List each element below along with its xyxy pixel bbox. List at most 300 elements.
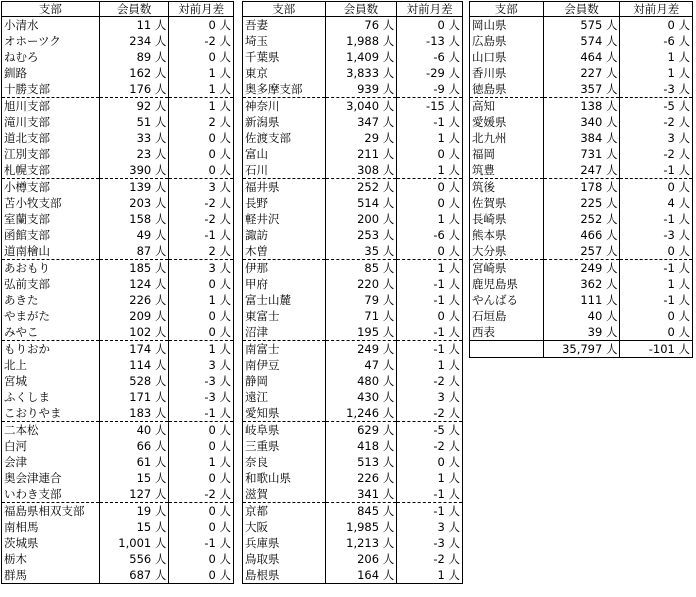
- member-count-value: 1,985: [346, 519, 380, 534]
- unit-label: 人: [382, 519, 395, 534]
- unit-label: 人: [154, 551, 167, 566]
- header-row: [470, 2, 693, 17]
- month-diff: [169, 454, 234, 470]
- month-diff: [397, 65, 463, 81]
- unit-label: 人: [219, 243, 231, 258]
- unit-label: 人: [382, 114, 395, 129]
- diff-value: 0: [208, 146, 216, 161]
- diff-value: 1: [437, 260, 445, 275]
- branch-name: 南富士: [243, 341, 326, 358]
- member-count: [543, 324, 620, 341]
- table-row: [470, 17, 693, 34]
- member-count-value: 341: [357, 486, 380, 501]
- unit-label: 人: [605, 81, 618, 96]
- member-count: [99, 486, 169, 503]
- unit-label: 人: [382, 146, 395, 161]
- diff-value: 0: [208, 470, 216, 485]
- unit-label: 人: [382, 276, 395, 291]
- diff-value: -2: [204, 211, 216, 226]
- branch-name: みやこ: [4, 324, 39, 339]
- table-row: [2, 389, 234, 405]
- unit-label: 人: [219, 292, 231, 307]
- member-count-value: 40: [587, 308, 603, 323]
- member-count-value: 19: [136, 503, 152, 518]
- month-diff: [620, 292, 693, 308]
- unit-label: 人: [605, 162, 618, 177]
- branch-name: 東京: [245, 65, 268, 80]
- month-diff: [397, 389, 463, 405]
- branch-name: こおりやま: [4, 405, 62, 420]
- month-diff: [620, 130, 693, 146]
- unit-label: 人: [605, 195, 618, 210]
- month-diff: [397, 227, 463, 243]
- member-count-value: 92: [136, 98, 152, 113]
- diff-value: 0: [208, 276, 216, 291]
- unit-label: 人: [678, 162, 690, 177]
- member-count: [325, 519, 397, 535]
- branch-name: 十勝支部: [4, 81, 50, 96]
- diff-value: 0: [208, 17, 216, 32]
- branch-name: 石川: [245, 162, 268, 177]
- unit-label: 人: [154, 422, 167, 437]
- member-count: [325, 81, 397, 98]
- month-diff: [397, 260, 463, 277]
- header-diff: 対前月差: [169, 2, 234, 17]
- unit-label: 人: [448, 454, 460, 469]
- month-diff: [620, 81, 693, 98]
- diff-value: 1: [208, 341, 216, 356]
- member-count-value: 174: [129, 341, 152, 356]
- unit-label: 人: [382, 470, 395, 485]
- month-diff: [620, 211, 693, 227]
- branch-name: 富士山麓: [245, 292, 291, 307]
- member-count: [325, 422, 397, 439]
- member-count: [325, 341, 397, 358]
- diff-value: 2: [208, 243, 216, 258]
- total-row: [470, 341, 693, 358]
- table-row: [2, 276, 234, 292]
- member-count-value: 79: [364, 292, 380, 307]
- unit-label: 人: [678, 260, 690, 275]
- unit-label: 人: [154, 357, 167, 372]
- member-count: [325, 535, 397, 551]
- member-count-value: 29: [364, 130, 380, 145]
- unit-label: 人: [382, 357, 395, 372]
- unit-label: 人: [382, 162, 395, 177]
- branch-name: 佐渡支部: [245, 130, 291, 145]
- diff-value: 0: [437, 308, 445, 323]
- diff-value: -2: [204, 195, 216, 210]
- branch-name: 木曽: [245, 243, 268, 258]
- branch-name: 徳島県: [472, 81, 507, 96]
- diff-value: 0: [208, 567, 216, 582]
- unit-label: 人: [382, 535, 395, 550]
- branch-name: 旭川支部: [2, 98, 100, 115]
- branch-name: 福岡: [472, 146, 495, 161]
- table-row: [243, 405, 463, 422]
- member-count-value: 15: [136, 470, 152, 485]
- unit-label: 人: [448, 503, 460, 518]
- diff-value: 3: [208, 357, 216, 372]
- diff-value: -3: [663, 81, 675, 96]
- unit-label: 人: [382, 503, 395, 518]
- member-count-value: 206: [357, 551, 380, 566]
- month-diff: [397, 17, 463, 34]
- month-diff: [169, 470, 234, 486]
- total-diff: [620, 341, 693, 358]
- unit-label: 人: [605, 49, 618, 64]
- month-diff: [397, 567, 463, 584]
- diff-value: 1: [437, 211, 445, 226]
- table-row: [243, 486, 463, 503]
- table-row: [470, 81, 693, 98]
- member-count: [325, 324, 397, 341]
- unit-label: 人: [382, 33, 395, 48]
- unit-label: 人: [154, 486, 167, 501]
- unit-label: 人: [678, 33, 690, 48]
- unit-label: 人: [448, 81, 460, 96]
- branch-name: あおもり: [2, 260, 100, 277]
- table-row: [2, 454, 234, 470]
- unit-label: 人: [154, 308, 167, 323]
- header-diff: 対前月差: [620, 2, 693, 17]
- member-count-value: 185: [129, 260, 152, 275]
- member-count: [99, 519, 169, 535]
- diff-value: -1: [433, 292, 445, 307]
- table-row: [243, 114, 463, 130]
- month-diff: [620, 308, 693, 324]
- header-branch: 支部: [470, 2, 544, 17]
- branch-name: 諏訪: [245, 227, 268, 242]
- diff-value: -3: [204, 389, 216, 404]
- branch-name: 道北支部: [4, 130, 50, 145]
- table-row: [2, 357, 234, 373]
- unit-label: 人: [448, 308, 460, 323]
- diff-value: 0: [667, 324, 675, 339]
- table-row: [470, 179, 693, 196]
- unit-label: 人: [382, 341, 395, 356]
- branch-name: 伊那: [243, 260, 326, 277]
- member-count-value: 939: [357, 81, 380, 96]
- branch-name: 奥多摩支部: [245, 81, 303, 96]
- month-diff: [169, 373, 234, 389]
- unit-label: 人: [219, 324, 231, 339]
- month-diff: [397, 470, 463, 486]
- unit-label: 人: [605, 211, 618, 226]
- table-row: [243, 454, 463, 470]
- member-count-value: 102: [129, 324, 152, 339]
- month-diff: [620, 324, 693, 341]
- unit-label: 人: [382, 81, 395, 96]
- unit-label: 人: [219, 486, 231, 501]
- diff-value: 0: [208, 130, 216, 145]
- table-row: [470, 33, 693, 49]
- diff-value: 3: [208, 179, 216, 194]
- member-count: [325, 308, 397, 324]
- branch-name: 江別支部: [4, 146, 50, 161]
- unit-label: 人: [678, 49, 690, 64]
- unit-label: 人: [154, 341, 167, 356]
- table-row: [243, 195, 463, 211]
- table-row: [2, 195, 234, 211]
- branch-name: 筑豊: [472, 162, 495, 177]
- member-count: [99, 146, 169, 162]
- member-count: [99, 130, 169, 146]
- unit-label: 人: [605, 33, 618, 48]
- unit-label: 人: [448, 357, 460, 372]
- member-count-value: 249: [580, 260, 603, 275]
- unit-label: 人: [219, 535, 231, 550]
- member-count-value: 33: [136, 130, 152, 145]
- unit-label: 人: [382, 179, 395, 194]
- branch-name: いわき支部: [4, 486, 62, 501]
- member-count-value: 203: [129, 195, 152, 210]
- diff-value: -5: [663, 98, 675, 113]
- member-count: [325, 373, 397, 389]
- unit-label: 人: [448, 17, 460, 32]
- diff-value: 0: [437, 195, 445, 210]
- header-row: [243, 2, 463, 17]
- diff-value: -1: [433, 324, 445, 339]
- month-diff: [397, 211, 463, 227]
- month-diff: [169, 389, 234, 405]
- table-row: [2, 81, 234, 98]
- table-row: [243, 357, 463, 373]
- unit-label: 人: [605, 324, 618, 339]
- unit-label: 人: [154, 211, 167, 226]
- table-row: [243, 243, 463, 260]
- table-row: [470, 49, 693, 65]
- month-diff: [397, 503, 463, 520]
- member-count-value: 139: [129, 179, 152, 194]
- member-count-value: 124: [129, 276, 152, 291]
- member-count: [99, 308, 169, 324]
- branch-name: 軽井沢: [245, 211, 280, 226]
- member-count-value: 1,001: [118, 535, 152, 550]
- diff-value: 1: [208, 65, 216, 80]
- table-row: [470, 276, 693, 292]
- unit-label: 人: [219, 405, 231, 420]
- branch-name: 千葉県: [245, 49, 280, 64]
- table-row: [470, 324, 693, 341]
- branch-name: 宮崎県: [470, 260, 544, 277]
- month-diff: [169, 551, 234, 567]
- unit-label: 人: [219, 503, 231, 518]
- unit-label: 人: [448, 324, 460, 339]
- diff-value: 0: [208, 438, 216, 453]
- unit-label: 人: [678, 98, 690, 113]
- unit-label: 人: [219, 81, 231, 96]
- month-diff: [169, 503, 234, 520]
- branch-name: 奈良: [245, 454, 268, 469]
- table-row: [243, 535, 463, 551]
- month-diff: [397, 519, 463, 535]
- diff-value: 1: [208, 98, 216, 113]
- branch-name: あきた: [4, 292, 39, 307]
- unit-label: 人: [678, 130, 690, 145]
- member-count: [99, 17, 169, 34]
- unit-label: 人: [382, 567, 395, 582]
- unit-label: 人: [219, 114, 231, 129]
- unit-label: 人: [448, 405, 460, 420]
- header-diff: 対前月差: [397, 2, 463, 17]
- month-diff: [397, 308, 463, 324]
- month-diff: [397, 422, 463, 439]
- month-diff: [620, 243, 693, 260]
- month-diff: [397, 357, 463, 373]
- branch-name: 愛知県: [245, 405, 280, 420]
- table-row: [470, 292, 693, 308]
- member-count-value: 556: [129, 551, 152, 566]
- month-diff: [169, 308, 234, 324]
- table-row: [243, 260, 463, 277]
- month-diff: [620, 114, 693, 130]
- member-count-value: 357: [580, 81, 603, 96]
- month-diff: [169, 195, 234, 211]
- unit-label: 人: [154, 260, 167, 275]
- diff-value: -2: [433, 405, 445, 420]
- unit-label: 人: [448, 486, 460, 501]
- member-count: [99, 65, 169, 81]
- unit-label: 人: [154, 98, 167, 113]
- member-count-value: 39: [587, 324, 603, 339]
- branch-name: 遠江: [245, 389, 268, 404]
- diff-value: -2: [433, 373, 445, 388]
- unit-label: 人: [154, 65, 167, 80]
- branch-name: 大分県: [472, 243, 507, 258]
- member-count: [99, 211, 169, 227]
- month-diff: [397, 146, 463, 162]
- month-diff: [169, 33, 234, 49]
- member-count: [543, 146, 620, 162]
- branch-name: 三重県: [245, 438, 280, 453]
- unit-label: 人: [382, 454, 395, 469]
- unit-label: 人: [382, 324, 395, 339]
- diff-value: -2: [663, 114, 675, 129]
- month-diff: [169, 422, 234, 439]
- member-count: [325, 114, 397, 130]
- unit-label: 人: [448, 130, 460, 145]
- month-diff: [620, 146, 693, 162]
- month-diff: [169, 146, 234, 162]
- unit-label: 人: [154, 114, 167, 129]
- unit-label: 人: [448, 422, 460, 437]
- table-row: [243, 324, 463, 341]
- month-diff: [397, 292, 463, 308]
- member-count-value: 574: [580, 33, 603, 48]
- month-diff: [169, 65, 234, 81]
- diff-value: -2: [433, 438, 445, 453]
- unit-label: 人: [448, 114, 460, 129]
- unit-label: 人: [154, 243, 167, 258]
- unit-label: 人: [382, 292, 395, 307]
- month-diff: [169, 260, 234, 277]
- month-diff: [620, 276, 693, 292]
- unit-label: 人: [448, 227, 460, 242]
- member-count-value: 347: [357, 114, 380, 129]
- month-diff: [397, 324, 463, 341]
- diff-value: 0: [208, 324, 216, 339]
- month-diff: [169, 357, 234, 373]
- member-count: [99, 438, 169, 454]
- month-diff: [169, 341, 234, 358]
- month-diff: [620, 162, 693, 179]
- table-row: [243, 308, 463, 324]
- member-count: [325, 292, 397, 308]
- member-count: [99, 341, 169, 358]
- table-row: [243, 49, 463, 65]
- diff-value: 0: [667, 308, 675, 323]
- table-row: [2, 260, 234, 277]
- member-count: [99, 357, 169, 373]
- table-row: [2, 308, 234, 324]
- unit-label: 人: [382, 405, 395, 420]
- table-row: [243, 438, 463, 454]
- branch-name: 弘前支部: [4, 276, 50, 291]
- month-diff: [620, 49, 693, 65]
- unit-label: 人: [219, 260, 231, 275]
- member-count-value: 176: [129, 81, 152, 96]
- total-members: [543, 341, 620, 358]
- unit-label: 人: [219, 422, 231, 437]
- unit-label: 人: [605, 98, 618, 113]
- month-diff: [620, 179, 693, 196]
- table-row: [470, 227, 693, 243]
- unit-label: 人: [448, 162, 460, 177]
- unit-label: 人: [678, 308, 690, 323]
- diff-value: 0: [208, 503, 216, 518]
- member-count: [99, 162, 169, 179]
- table-row: [470, 162, 693, 179]
- unit-label: 人: [678, 276, 690, 291]
- month-diff: [169, 438, 234, 454]
- diff-value: 0: [208, 519, 216, 534]
- member-count-value: 61: [136, 454, 152, 469]
- table-row: [2, 470, 234, 486]
- member-count-value: 466: [580, 227, 603, 242]
- unit-label: 人: [448, 373, 460, 388]
- table-row: [243, 519, 463, 535]
- branch-table-1: [1, 1, 234, 584]
- diff-value: 0: [667, 17, 675, 32]
- member-count-value: 464: [580, 49, 603, 64]
- unit-label: 人: [448, 567, 460, 582]
- member-count: [325, 211, 397, 227]
- branch-name: 神奈川: [243, 98, 326, 115]
- unit-label: 人: [154, 162, 167, 177]
- diff-value: 1: [437, 567, 445, 582]
- total-members-value: 35,797: [562, 341, 603, 356]
- table-row: [243, 470, 463, 486]
- table-row: [243, 17, 463, 34]
- unit-label: 人: [605, 179, 618, 194]
- unit-label: 人: [219, 49, 231, 64]
- member-count: [543, 179, 620, 196]
- diff-value: -13: [426, 33, 445, 48]
- member-count: [543, 98, 620, 115]
- member-count: [99, 179, 169, 196]
- unit-label: 人: [448, 438, 460, 453]
- branch-name: 小清水: [4, 17, 39, 32]
- member-count: [325, 454, 397, 470]
- member-count-value: 35: [364, 243, 380, 258]
- table-row: [470, 114, 693, 130]
- unit-label: 人: [678, 179, 690, 194]
- table-row: [2, 114, 234, 130]
- member-count: [325, 503, 397, 520]
- branch-name: 筑後: [470, 179, 544, 196]
- branch-name: 福井県: [243, 179, 326, 196]
